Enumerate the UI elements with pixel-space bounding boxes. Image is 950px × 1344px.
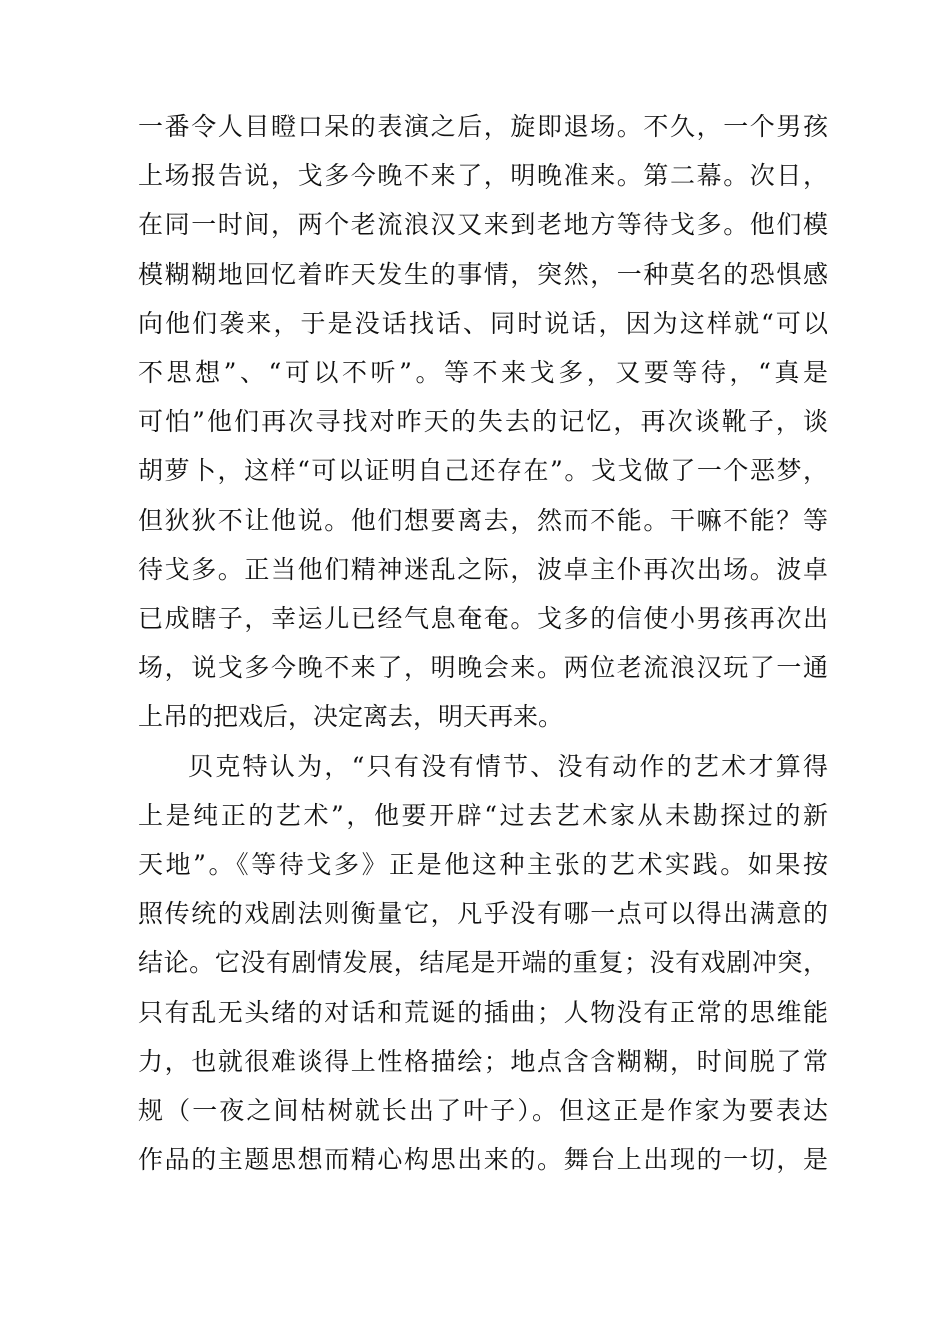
text-line: 一番令人目瞪口呆的表演之后，旋即退场。不久，一个男孩 bbox=[138, 112, 828, 141]
paragraph-2 bbox=[138, 742, 828, 1185]
text-line: 胡萝卜，这样“可以证明自己还存在”。戈戈做了一个恶梦， bbox=[138, 456, 828, 486]
text-line: 照传统的戏剧法则衡量它，凡乎没有哪一点可以得出满意的 bbox=[138, 899, 828, 929]
text-line: 贝克特认为，“只有没有情节、没有动作的艺术才算得 bbox=[188, 751, 828, 781]
text-line: 不思想”、“可以不听”。等不来戈多，又要等待，“真是 bbox=[138, 358, 828, 388]
text-line: 上场报告说，戈多今晚不来了，明晚准来。第二幕。次日， bbox=[138, 161, 828, 191]
text-line: 可怕”他们再次寻找对昨天的失去的记忆，再次谈靴子，谈 bbox=[138, 407, 828, 437]
text-line: 待戈多。正当他们精神迷乱之际，波卓主仆再次出场。波卓 bbox=[138, 554, 828, 584]
text-line: 场，说戈多今晚不来了，明晚会来。两位老流浪汉玩了一通 bbox=[138, 653, 828, 683]
text-line: 已成瞎子，幸运儿已经气息奄奄。戈多的信使小男孩再次出 bbox=[138, 604, 828, 634]
text-line: 但狄狄不让他说。他们想要离去，然而不能。干嘛不能？等 bbox=[138, 505, 828, 535]
text-line: 作品的主题思想而精心构思出来的。舞台上出现的一切，是 bbox=[138, 1145, 828, 1175]
text-line: 天地”。《等待戈多》正是他这种主张的艺术实践。如果按 bbox=[138, 850, 828, 880]
text-line: 模糊糊地回忆着昨天发生的事情，突然，一种莫名的恐惧感 bbox=[138, 259, 828, 289]
text-line: 结论。它没有剧情发展，结尾是开端的重复；没有戏剧冲突， bbox=[138, 948, 828, 978]
text-line: 规（一夜之间枯树就长出了叶子）。但这正是作家为要表达 bbox=[138, 1096, 828, 1126]
text-line: 只有乱无头绪的对话和荒诞的插曲；人物没有正常的思维能 bbox=[138, 997, 828, 1027]
text-line: 上吊的把戏后，决定离去，明天再来。 bbox=[138, 702, 564, 732]
text-line: 向他们袭来，于是没话找话、同时说话，因为这样就“可以 bbox=[138, 308, 828, 338]
text-line: 上是纯正的艺术”，他要开辟“过去艺术家从未勘探过的新 bbox=[138, 800, 828, 830]
text-line: 在同一时间，两个老流浪汉又来到老地方等待戈多。他们模 bbox=[138, 210, 828, 240]
paragraph-1 bbox=[138, 102, 828, 742]
body-text bbox=[138, 102, 828, 1184]
text-line: 力，也就很难谈得上性格描绘；地点含含糊糊，时间脱了常 bbox=[138, 1046, 828, 1076]
